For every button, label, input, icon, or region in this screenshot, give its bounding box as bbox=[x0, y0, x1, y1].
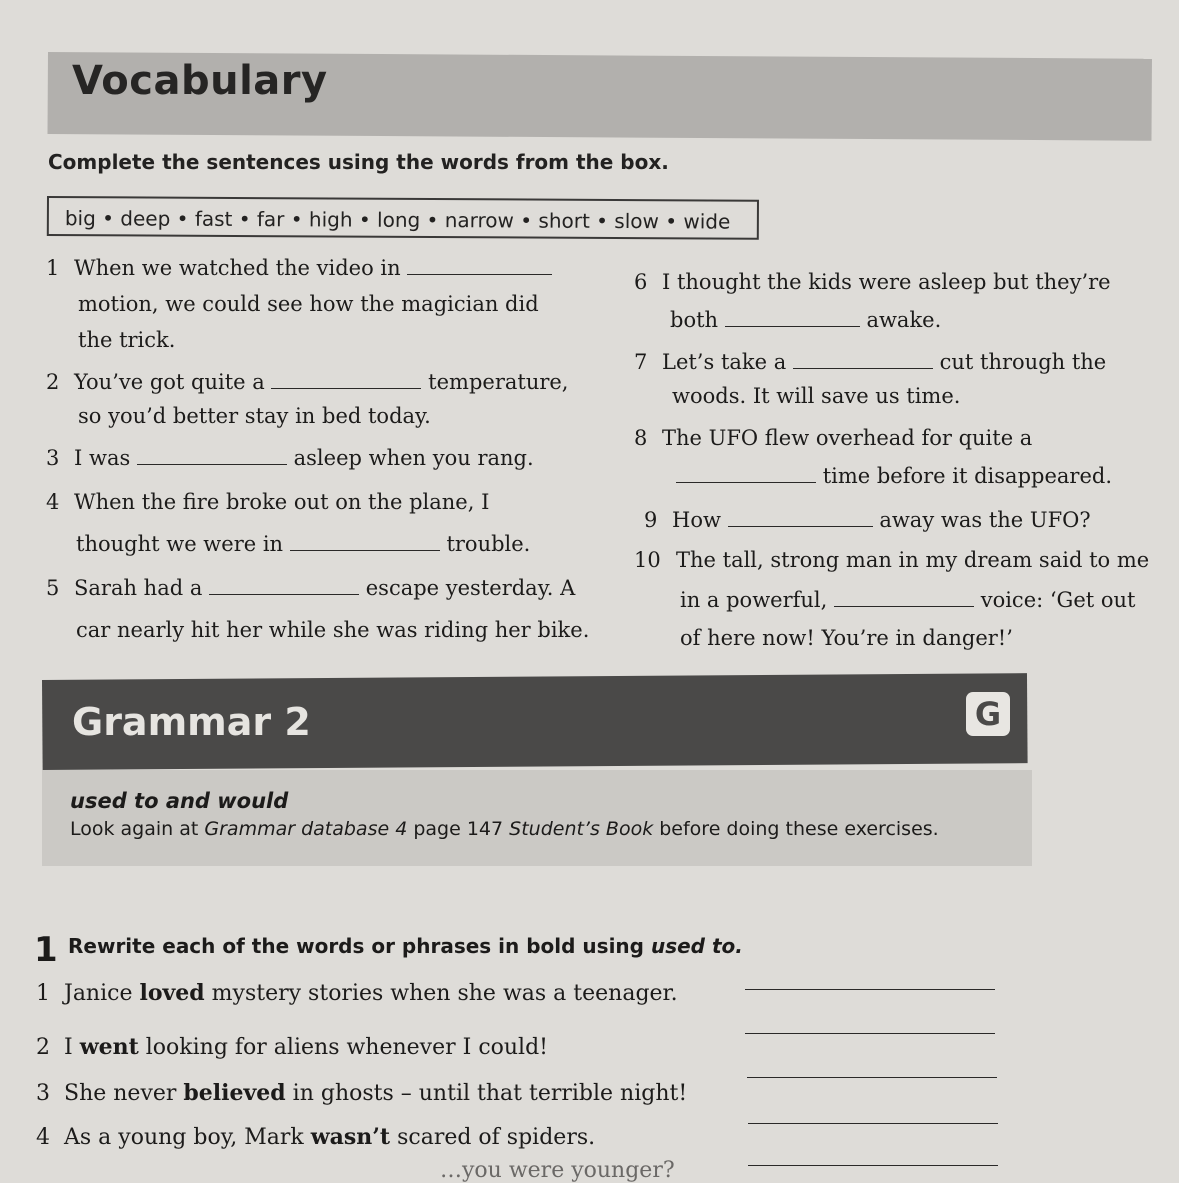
grammar-badge: G bbox=[966, 692, 1010, 736]
vocab-item-5-line-b: car nearly hit her while she was riding her bike. bbox=[76, 618, 590, 642]
vocabulary-title: Vocabulary bbox=[72, 58, 328, 104]
answer-blank[interactable] bbox=[834, 605, 974, 607]
exercise-number: 1 bbox=[34, 930, 58, 970]
rewrite-item-1: 1 Janice loved mystery stories when she was a teenager. bbox=[36, 980, 678, 1006]
grammar-subheading: used to and would bbox=[70, 789, 289, 813]
vocab-item-1-line-c: the trick. bbox=[78, 328, 176, 352]
vocab-item-8-line-b: time before it disappeared. bbox=[676, 464, 1112, 488]
vocab-item-1-line-a: 1 When we watched the video in bbox=[46, 256, 552, 280]
vocab-item-6-line-b: both awake. bbox=[670, 308, 942, 332]
answer-line-4[interactable] bbox=[748, 1122, 998, 1124]
answer-blank[interactable] bbox=[407, 273, 552, 275]
vocab-item-1-line-b: motion, we could see how the magician did bbox=[78, 292, 539, 316]
answer-blank[interactable] bbox=[209, 593, 359, 595]
answer-blank[interactable] bbox=[725, 325, 860, 327]
vocab-item-4-line-b: thought we were in trouble. bbox=[76, 532, 531, 556]
vocab-item-6-line-a: 6 I thought the kids were asleep but they’re bbox=[634, 270, 1111, 294]
rewrite-item-5-partial: …you were younger? bbox=[440, 1158, 675, 1183]
answer-blank[interactable] bbox=[137, 463, 287, 465]
exercise-instruction: Rewrite each of the words or phrases in bold using used to. bbox=[68, 934, 743, 958]
vocab-item-10-line-b: in a powerful, voice: ‘Get out bbox=[680, 588, 1136, 612]
rewrite-item-3: 3 She never believed in ghosts – until that terrible night! bbox=[36, 1080, 688, 1106]
vocab-item-10-line-a: 10 The tall, strong man in my dream said to me bbox=[634, 548, 1150, 572]
word-box: big • deep • fast • far • high • long • narrow • short • slow • wide bbox=[47, 196, 759, 240]
vocab-item-4-line-a: 4 When the fire broke out on the plane, I bbox=[46, 490, 490, 514]
rewrite-item-2: 2 I went looking for aliens whenever I could! bbox=[36, 1034, 549, 1060]
grammar-reference-note: Look again at Grammar database 4 page 147 Student’s Book before doing these exercises. bbox=[70, 818, 939, 840]
answer-blank[interactable] bbox=[728, 525, 873, 527]
vocab-item-7-line-b: woods. It will save us time. bbox=[672, 384, 961, 408]
vocab-item-10-line-c: of here now! You’re in danger!’ bbox=[680, 626, 1013, 650]
rewrite-item-4: 4 As a young boy, Mark wasn’t scared of spiders. bbox=[36, 1124, 596, 1150]
vocab-item-8-line-a: 8 The UFO flew overhead for quite a bbox=[634, 426, 1033, 450]
answer-line-5[interactable] bbox=[748, 1164, 998, 1166]
vocabulary-instruction: Complete the sentences using the words from the box. bbox=[48, 150, 669, 174]
answer-line-2[interactable] bbox=[745, 1032, 995, 1034]
answer-line-1[interactable] bbox=[745, 988, 995, 990]
vocab-item-3-line-a: 3 I was asleep when you rang. bbox=[46, 446, 534, 470]
answer-blank[interactable] bbox=[676, 481, 816, 483]
vocab-item-9-line-a: 9 How away was the UFO? bbox=[644, 508, 1091, 532]
vocab-item-2-line-a: 2 You’ve got quite a temperature, bbox=[46, 370, 569, 394]
vocab-item-5-line-a: 5 Sarah had a escape yesterday. A bbox=[46, 576, 576, 600]
answer-line-3[interactable] bbox=[747, 1076, 997, 1078]
grammar-title: Grammar 2 bbox=[72, 700, 311, 744]
answer-blank[interactable] bbox=[271, 387, 421, 389]
answer-blank[interactable] bbox=[793, 367, 933, 369]
answer-blank[interactable] bbox=[290, 549, 440, 551]
vocab-item-7-line-a: 7 Let’s take a cut through the bbox=[634, 350, 1107, 374]
vocab-item-2-line-b: so you’d better stay in bed today. bbox=[78, 404, 431, 428]
